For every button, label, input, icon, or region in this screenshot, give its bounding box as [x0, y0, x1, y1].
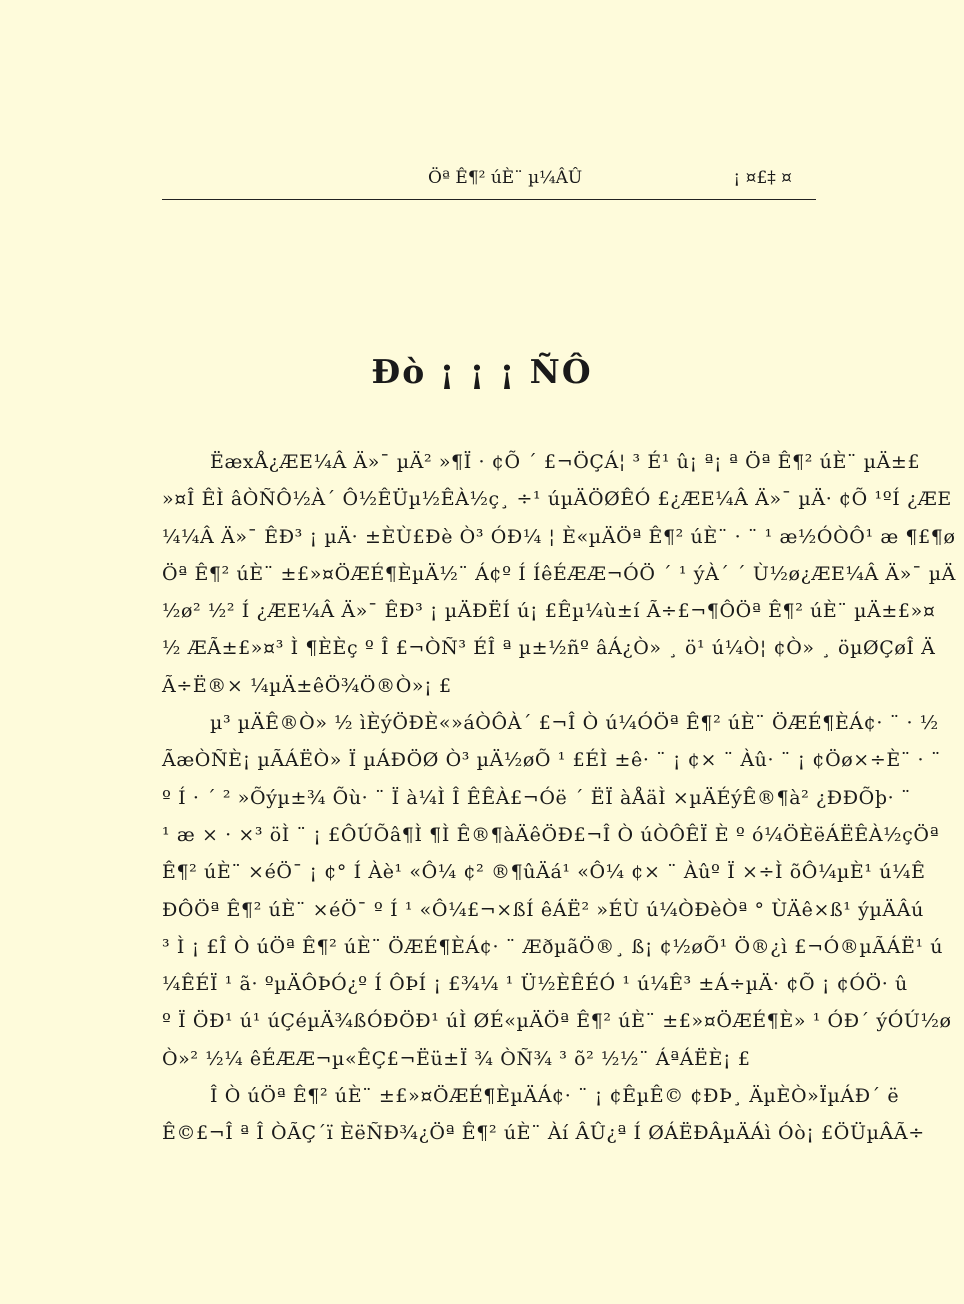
text-line: Ê¶² úÈ¨ ×éÖ¯ ¡ ¢° Í Àè¹ «Ô¼ ¢² ®¶ûÄá¹ «Ô¼ ¢× ¨ Àûº Ï ×÷Ì õÔ¼µÈ¹ ú¼Ê [162, 861, 926, 884]
text-line: Ê©£¬Î ª Î ÒÃÇ´ï ÈëÑÐ¾¿Öª Ê¶² úÈ¨ Àí ÂÛ¿ª Í ØÁËÐÂµÄÁì Óò¡ £ÖÜµÂÃ÷ [162, 1122, 925, 1145]
text-line: µ³ µÄÊ®Ò» ½ ìÈýÖÐÈ«»áÒÔÀ´ £¬Î Ò ú¼ÓÖª Ê¶² úÈ¨ ÖÆÉ¶ÈÁ¢· ¨ · ½ [210, 712, 939, 735]
text-line: Öª Ê¶² úÈ¨ ±£»¤ÖÆÉ¶ÈµÄ½¨ Á¢º Í ÍêÉÆÆ¬ÓÖ ´ ¹ ýÀ´ ´ Ù½ø¿ÆE¼Â Ä»¯ µÄ [162, 562, 956, 585]
page-number: ¡ ¤£‡ ¤ [733, 168, 792, 188]
paragraph [162, 1078, 925, 1153]
text-line: ½ø² ½² Í ¿ÆE¼Â Ä»¯ ÊÐ³ ¡ µÄÐËÍ ú¡ £Êµ¼ù±í Ã÷£¬¶ÔÖª Ê¶² úÈ¨ µÄ±£»¤ [162, 600, 936, 623]
text-line: »¤Î ÊÌ âÒÑÔ½À´ Ô½ÊÜµ½ÊÀ½ç¸ ÷¹ úµÄÖØÊÓ £¿ÆE¼Â Ä»¯ µÄ· ¢Õ ¹ºÍ ¿ÆE [162, 488, 952, 511]
text-line: ÃæÒÑÈ¡ µÃÁËÒ» Ï µÁÐÖØ Ò³ µÄ½øÕ ¹ £ÉÌ ±ê· ¨ ¡ ¢× ¨ Àû· ¨ ¡ ¢Öø×÷È¨ · ¨ [162, 749, 941, 772]
header-divider [162, 199, 816, 200]
text-line: ¼ÊÉÏ ¹ ã· ºµÄÔÞÓ¿º Í ÔÞÍ ¡ £¾¼ ¹ Ü½ÈÊÉÓ ¹ ú¼Ê³ ±Á÷µÄ· ¢Õ ¡ ¢ÓÖ· û [162, 973, 908, 996]
text-line: ½ ÆÃ±£»¤³ Ì ¶ÈÈç º Î £¬ÒÑ³ ÉÎ ª µ±½ñº âÁ¿Ò» ¸ ö¹ ú¼Ò¦ ¢Ò» ¸ öµØÇøÎ Ä [162, 637, 936, 660]
text-line: ¼¼Â Ä»¯ ÊÐ³ ¡ µÄ· ±ÈÙ£Ðè Ò³ ÓÐ¼ ¦ È«µÄÖª Ê¶² úÈ¨ · ¨ ¹ æ½ÓÒÔ¹ æ ¶£¶ø [162, 525, 956, 548]
header-title: Öª Ê¶² úÈ¨ µ¼ÂÛ [428, 168, 583, 188]
text-line: º Í · ´ ² »Õýµ±¾ Õù· ¨ Ï à¼Ì Î ÊÊÀ£¬Óë ´ ËÏ àÅäÌ ×µÄÉýÊ®¶à² ¿ÐÐÕþ· ¨ [162, 786, 911, 809]
text-line: Ã÷Ë®× ¼µÄ±êÖ¾Ö®Ò»¡ £ [162, 674, 452, 697]
section-title: Ðò ¡ ¡ ¡ ÑÔ [371, 352, 593, 391]
text-line: ËæxÅ¿ÆE¼Â Ä»¯ µÄ² »¶Ï · ¢Õ ´ £¬ÖÇÁ¦ ³ É¹ û¡ ª¡ ª Öª Ê¶² úÈ¨ µÄ±£ [210, 451, 921, 473]
paragraph [162, 705, 952, 1078]
text-line: Î Ò úÖª Ê¶² úÈ¨ ±£»¤ÖÆÉ¶ÈµÄÁ¢· ¨ ¡ ¢ÊµÊ© ¢ÐÞ¸ ÄµÈÒ»ÏµÁÐ´ ë [210, 1085, 900, 1108]
running-header [162, 164, 816, 198]
text-line: ¹ æ × · ×³ öÌ ¨ ¡ £ÔÚÕâ¶Ì ¶Ì Ê®¶àÄêÖÐ£¬Î Ò úÒÔÊÏ È º ó¼ÖÈëÁËÊÀ½çÖª [162, 823, 940, 846]
body-text [162, 444, 956, 1153]
paragraph [162, 444, 956, 705]
text-line: Ò»² ½¼ êÉÆÆ¬µ«ÊÇ£¬Ëü±Ï ¾ ÒÑ¾ ³ õ² ½½¨ ÁªÁËÈ¡ £ [162, 1047, 751, 1070]
text-line: º Ï ÖÐ¹ ú¹ úÇéµÄ¾ßÓÐÖÐ¹ úÌ ØÉ«µÄÖª Ê¶² úÈ¨ ±£»¤ÖÆÉ¶È» ¹ ÓÐ´ ýÓÚ½ø [162, 1010, 952, 1033]
text-line: ÐÔÖª Ê¶² úÈ¨ ×éÖ¯ º Í ¹ «Ô¼£¬×ßÍ êÁË² »ÉÙ ú¼ÒÐèÒª ° ÙÄê×ß¹ ýµÄÂú [162, 898, 924, 921]
text-line: ³ Ì ¡ £Î Ò úÖª Ê¶² úÈ¨ ÖÆÉ¶ÈÁ¢· ¨ ÆðµãÖ®¸ ß¡ ¢½øÕ¹ Ö®¿ì £¬Ó®µÃÁË¹ ú [162, 935, 944, 958]
